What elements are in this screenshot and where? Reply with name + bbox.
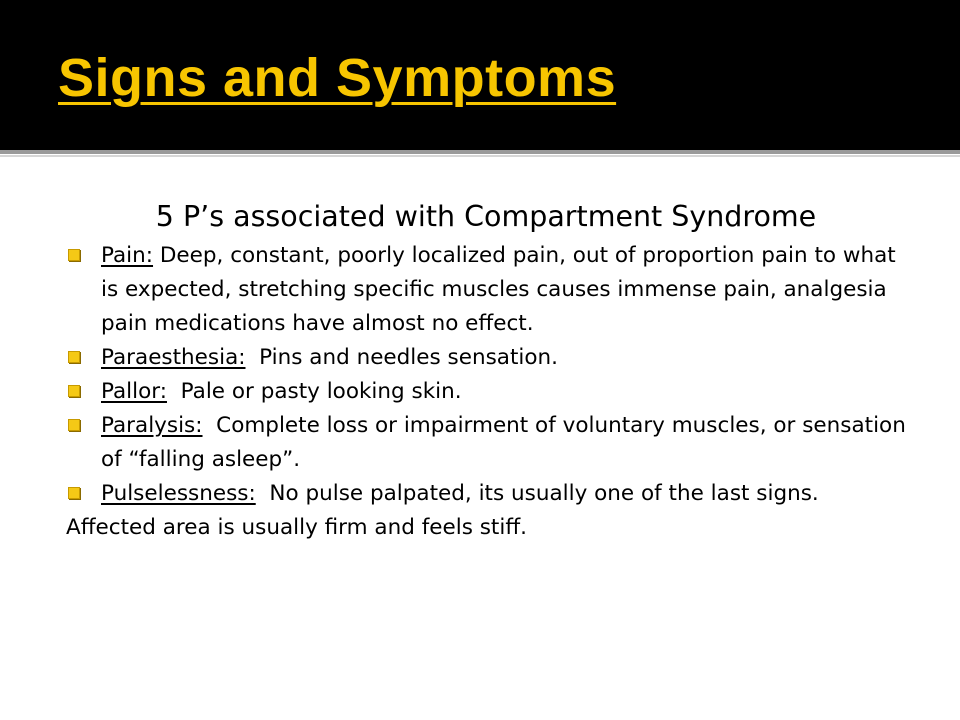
divider-line-light (0, 155, 960, 157)
square-bullet-icon (68, 419, 80, 431)
slide-title: Signs and Symptoms (58, 48, 617, 108)
item-term: Paraesthesia: (101, 345, 246, 370)
list-item (66, 239, 916, 341)
item-term: Pallor: (101, 379, 167, 404)
item-term: Paralysis: (101, 413, 203, 438)
item-term: Pulselessness: (101, 481, 256, 506)
list-item (66, 409, 916, 477)
item-term: Pain: (101, 243, 154, 268)
square-bullet-icon (68, 487, 80, 499)
title-bar (0, 0, 960, 150)
square-bullet-icon (68, 351, 80, 363)
item-text: Deep, constant, poorly localized pain, out of proportion pain to what is expected, stretching specific muscles causes immense pain, analgesia pain medications have almost no effect. (101, 243, 896, 336)
list-item (66, 477, 916, 511)
divider-line (0, 150, 960, 154)
item-text: Pins and needles sensation. (245, 345, 558, 370)
item-text: No pulse palpated, its usually one of the last signs. (255, 481, 819, 506)
item-text: Complete loss or impairment of voluntary muscles, or sensation of “falling asleep”. (101, 413, 913, 472)
closing-note: Affected area is usually firm and feels stiff. (66, 515, 527, 540)
slide-content (66, 196, 916, 545)
list-item (66, 375, 916, 409)
square-bullet-icon (68, 385, 80, 397)
item-text: Pale or pasty looking skin. (166, 379, 462, 404)
square-bullet-icon (68, 249, 80, 261)
symptom-list (66, 239, 916, 511)
list-item (66, 341, 916, 375)
slide-subtitle: 5 P’s associated with Compartment Syndrome (155, 200, 817, 233)
